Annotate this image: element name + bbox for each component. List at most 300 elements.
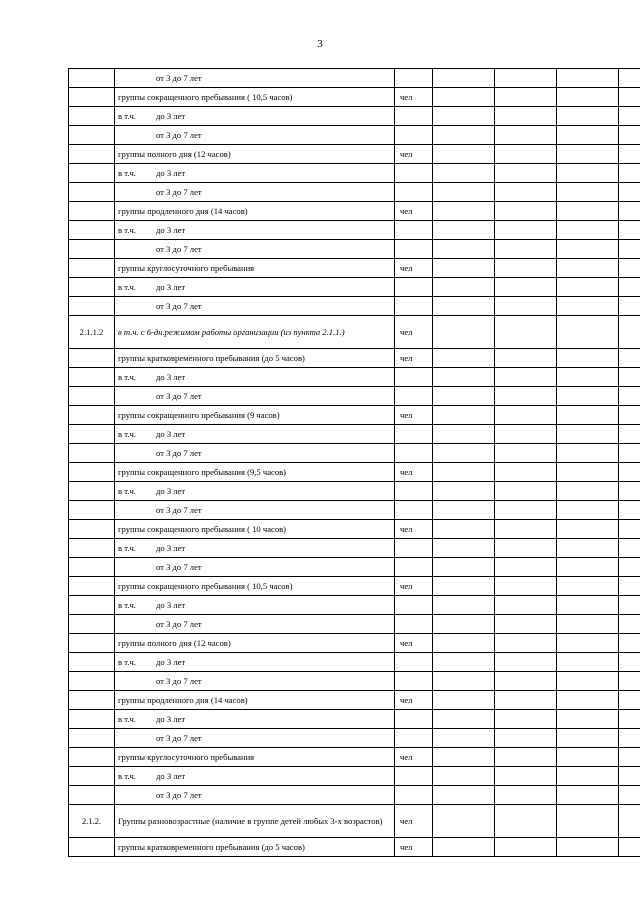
- row-description-cell: [115, 539, 395, 558]
- value-cell: [495, 596, 557, 615]
- value-cell: [433, 316, 495, 349]
- row-description-cell: [115, 297, 395, 316]
- row-description-cell: [115, 444, 395, 463]
- row-code-cell: [69, 691, 115, 710]
- row-unit-cell: [395, 558, 433, 577]
- value-cell: [557, 729, 619, 748]
- row-code-cell: [69, 145, 115, 164]
- value-cell: [619, 691, 640, 710]
- statistics-table: [68, 68, 640, 857]
- value-cell: [433, 183, 495, 202]
- value-cell: [495, 126, 557, 145]
- row-unit-cell: [395, 653, 433, 672]
- row-code-cell: [69, 539, 115, 558]
- value-cell: [619, 145, 640, 164]
- row-code-cell: [69, 368, 115, 387]
- table-row: [69, 558, 640, 577]
- including-label: в т.ч.: [118, 713, 136, 724]
- value-cell: [433, 615, 495, 634]
- row-description-cell: [115, 88, 395, 107]
- row-unit-cell: [395, 297, 433, 316]
- row-description-cell: [115, 387, 395, 406]
- row-unit-cell: [395, 240, 433, 259]
- value-cell: [495, 107, 557, 126]
- row-code-cell: [69, 297, 115, 316]
- row-description-cell: [115, 368, 395, 387]
- row-unit-cell: [395, 164, 433, 183]
- value-cell: [619, 221, 640, 240]
- row-code-cell: [69, 259, 115, 278]
- value-cell: [495, 615, 557, 634]
- group-label: группы полного дня (12 часов): [118, 148, 231, 159]
- value-cell: [433, 126, 495, 145]
- value-cell: [619, 786, 640, 805]
- row-unit-cell: [395, 387, 433, 406]
- value-cell: [495, 501, 557, 520]
- value-cell: [495, 145, 557, 164]
- table-row: [69, 482, 640, 501]
- value-cell: [619, 259, 640, 278]
- value-cell: [495, 202, 557, 221]
- row-code-cell: [69, 672, 115, 691]
- value-cell: [619, 202, 640, 221]
- value-cell: [619, 297, 640, 316]
- row-code-cell: [69, 126, 115, 145]
- age-range-label: от 3 до 7 лет: [156, 390, 202, 401]
- value-cell: [557, 88, 619, 107]
- row-description-cell: [115, 349, 395, 368]
- row-unit-cell: чел: [395, 634, 433, 653]
- table-row: [69, 145, 640, 164]
- row-code-cell: [69, 748, 115, 767]
- value-cell: [619, 126, 640, 145]
- including-label: в т.ч.: [118, 542, 136, 553]
- group-label: группы сокращенного пребывания (9,5 часов): [118, 466, 287, 477]
- value-cell: [619, 672, 640, 691]
- value-cell: [433, 107, 495, 126]
- row-description-cell: [115, 786, 395, 805]
- value-cell: [495, 368, 557, 387]
- row-unit-cell: чел: [395, 88, 433, 107]
- age-range-label: от 3 до 7 лет: [156, 186, 202, 197]
- value-cell: [619, 240, 640, 259]
- value-cell: [495, 463, 557, 482]
- value-cell: [495, 558, 557, 577]
- row-description-cell: [115, 145, 395, 164]
- value-cell: [619, 710, 640, 729]
- row-unit-cell: чел: [395, 838, 433, 857]
- table-row: [69, 615, 640, 634]
- table-row: [69, 444, 640, 463]
- value-cell: [433, 69, 495, 88]
- table-row: [69, 539, 640, 558]
- table-row: [69, 316, 640, 349]
- row-description-cell: [115, 710, 395, 729]
- value-cell: [495, 748, 557, 767]
- table-row: [69, 501, 640, 520]
- value-cell: [557, 596, 619, 615]
- row-code-cell: [69, 88, 115, 107]
- row-unit-cell: чел: [395, 259, 433, 278]
- age-range-label: до 3 лет: [156, 167, 186, 178]
- value-cell: [433, 653, 495, 672]
- value-cell: [557, 368, 619, 387]
- age-range-label: до 3 лет: [156, 110, 186, 121]
- value-cell: [495, 805, 557, 838]
- row-unit-cell: [395, 126, 433, 145]
- table-row: [69, 278, 640, 297]
- value-cell: [433, 691, 495, 710]
- value-cell: [433, 406, 495, 425]
- row-unit-cell: [395, 729, 433, 748]
- value-cell: [619, 767, 640, 786]
- value-cell: [495, 653, 557, 672]
- value-cell: [495, 482, 557, 501]
- value-cell: [433, 463, 495, 482]
- value-cell: [557, 838, 619, 857]
- table-row: [69, 672, 640, 691]
- row-code-cell: [69, 729, 115, 748]
- row-description-cell: [115, 767, 395, 786]
- value-cell: [495, 691, 557, 710]
- age-range-label: до 3 лет: [156, 599, 186, 610]
- value-cell: [495, 786, 557, 805]
- row-code-cell: [69, 596, 115, 615]
- row-code-cell: [69, 653, 115, 672]
- group-label: Группы разновозрастные (наличие в группе детей любых 3-х возрастов): [118, 815, 383, 826]
- row-unit-cell: чел: [395, 349, 433, 368]
- value-cell: [619, 482, 640, 501]
- value-cell: [557, 482, 619, 501]
- age-range-label: от 3 до 7 лет: [156, 300, 202, 311]
- row-code-cell: [69, 183, 115, 202]
- row-code-cell: 2.1.2.: [69, 805, 115, 838]
- row-code-cell: [69, 838, 115, 857]
- table-row: [69, 69, 640, 88]
- row-code-cell: [69, 710, 115, 729]
- value-cell: [557, 69, 619, 88]
- value-cell: [495, 729, 557, 748]
- row-description-cell: [115, 805, 395, 838]
- row-unit-cell: чел: [395, 406, 433, 425]
- value-cell: [495, 634, 557, 653]
- value-cell: [433, 259, 495, 278]
- table-row: [69, 838, 640, 857]
- row-description-cell: [115, 406, 395, 425]
- row-description-cell: [115, 259, 395, 278]
- value-cell: [495, 577, 557, 596]
- value-cell: [433, 558, 495, 577]
- age-range-label: от 3 до 7 лет: [156, 72, 202, 83]
- group-label: в т.ч. с 6-дн.режимом работы организации (из пункта 2.1.1.): [118, 326, 345, 337]
- value-cell: [557, 577, 619, 596]
- row-unit-cell: чел: [395, 202, 433, 221]
- value-cell: [495, 297, 557, 316]
- value-cell: [619, 88, 640, 107]
- row-unit-cell: [395, 672, 433, 691]
- value-cell: [495, 767, 557, 786]
- value-cell: [619, 838, 640, 857]
- table-row: [69, 596, 640, 615]
- age-range-label: от 3 до 7 лет: [156, 675, 202, 686]
- value-cell: [495, 240, 557, 259]
- value-cell: [619, 107, 640, 126]
- row-unit-cell: [395, 710, 433, 729]
- row-code-cell: [69, 444, 115, 463]
- row-unit-cell: [395, 425, 433, 444]
- row-code-cell: [69, 425, 115, 444]
- row-code-cell: [69, 767, 115, 786]
- row-description-cell: [115, 558, 395, 577]
- table-row: [69, 767, 640, 786]
- row-description-cell: [115, 425, 395, 444]
- value-cell: [495, 539, 557, 558]
- age-range-label: от 3 до 7 лет: [156, 447, 202, 458]
- value-cell: [619, 368, 640, 387]
- value-cell: [557, 183, 619, 202]
- table-row: [69, 164, 640, 183]
- including-label: в т.ч.: [118, 599, 136, 610]
- value-cell: [495, 349, 557, 368]
- row-unit-cell: чел: [395, 805, 433, 838]
- value-cell: [557, 615, 619, 634]
- age-range-label: до 3 лет: [156, 281, 186, 292]
- row-description-cell: [115, 107, 395, 126]
- row-code-cell: [69, 107, 115, 126]
- value-cell: [433, 838, 495, 857]
- value-cell: [557, 748, 619, 767]
- age-range-label: до 3 лет: [156, 224, 186, 235]
- value-cell: [495, 88, 557, 107]
- value-cell: [433, 748, 495, 767]
- row-code-cell: [69, 482, 115, 501]
- row-description-cell: [115, 482, 395, 501]
- group-label: группы кратковременного пребывания (до 5 часов): [118, 841, 305, 852]
- value-cell: [433, 482, 495, 501]
- row-code-cell: [69, 501, 115, 520]
- row-code-cell: [69, 278, 115, 297]
- row-description-cell: [115, 221, 395, 240]
- value-cell: [495, 278, 557, 297]
- value-cell: [495, 406, 557, 425]
- including-label: в т.ч.: [118, 371, 136, 382]
- value-cell: [557, 240, 619, 259]
- value-cell: [557, 278, 619, 297]
- row-unit-cell: чел: [395, 145, 433, 164]
- row-unit-cell: чел: [395, 577, 433, 596]
- age-range-label: до 3 лет: [156, 485, 186, 496]
- age-range-label: от 3 до 7 лет: [156, 732, 202, 743]
- age-range-label: от 3 до 7 лет: [156, 504, 202, 515]
- age-range-label: до 3 лет: [156, 770, 186, 781]
- row-unit-cell: [395, 786, 433, 805]
- value-cell: [557, 164, 619, 183]
- table-row: [69, 653, 640, 672]
- value-cell: [619, 558, 640, 577]
- row-description-cell: [115, 316, 395, 349]
- row-unit-cell: чел: [395, 463, 433, 482]
- table-row: [69, 425, 640, 444]
- value-cell: [619, 501, 640, 520]
- value-cell: [557, 805, 619, 838]
- age-range-label: от 3 до 7 лет: [156, 243, 202, 254]
- value-cell: [433, 501, 495, 520]
- value-cell: [495, 221, 557, 240]
- row-unit-cell: [395, 539, 433, 558]
- value-cell: [557, 107, 619, 126]
- age-range-label: до 3 лет: [156, 542, 186, 553]
- group-label: группы сокращенного пребывания ( 10,5 часов): [118, 580, 293, 591]
- including-label: в т.ч.: [118, 485, 136, 496]
- table-row: [69, 710, 640, 729]
- value-cell: [557, 297, 619, 316]
- table-row: [69, 634, 640, 653]
- group-label: группы полного дня (12 часов): [118, 637, 231, 648]
- row-code-cell: [69, 240, 115, 259]
- including-label: в т.ч.: [118, 167, 136, 178]
- value-cell: [619, 69, 640, 88]
- row-code-cell: [69, 202, 115, 221]
- row-description-cell: [115, 126, 395, 145]
- value-cell: [619, 805, 640, 838]
- row-description-cell: [115, 615, 395, 634]
- value-cell: [433, 425, 495, 444]
- row-unit-cell: [395, 278, 433, 297]
- age-range-label: от 3 до 7 лет: [156, 789, 202, 800]
- page-number: 3: [317, 38, 323, 50]
- row-unit-cell: чел: [395, 748, 433, 767]
- value-cell: [433, 240, 495, 259]
- value-cell: [495, 387, 557, 406]
- value-cell: [495, 672, 557, 691]
- row-description-cell: [115, 577, 395, 596]
- table-row: [69, 786, 640, 805]
- including-label: в т.ч.: [118, 656, 136, 667]
- value-cell: [433, 767, 495, 786]
- value-cell: [433, 164, 495, 183]
- value-cell: [495, 838, 557, 857]
- value-cell: [433, 672, 495, 691]
- value-cell: [495, 259, 557, 278]
- value-cell: [433, 786, 495, 805]
- value-cell: [495, 69, 557, 88]
- age-range-label: от 3 до 7 лет: [156, 129, 202, 140]
- age-range-label: до 3 лет: [156, 656, 186, 667]
- row-code-cell: [69, 349, 115, 368]
- row-description-cell: [115, 729, 395, 748]
- row-code-cell: [69, 69, 115, 88]
- value-cell: [557, 634, 619, 653]
- row-description-cell: [115, 634, 395, 653]
- value-cell: [619, 520, 640, 539]
- value-cell: [495, 444, 557, 463]
- table-row: [69, 577, 640, 596]
- table-row: [69, 805, 640, 838]
- row-unit-cell: [395, 107, 433, 126]
- value-cell: [433, 368, 495, 387]
- table-row: [69, 240, 640, 259]
- including-label: в т.ч.: [118, 428, 136, 439]
- row-description-cell: [115, 520, 395, 539]
- table-row: [69, 107, 640, 126]
- value-cell: [619, 425, 640, 444]
- value-cell: [619, 615, 640, 634]
- table-row: [69, 221, 640, 240]
- value-cell: [619, 653, 640, 672]
- group-label: группы сокращенного пребывания ( 10,5 часов): [118, 91, 293, 102]
- value-cell: [619, 278, 640, 297]
- value-cell: [557, 259, 619, 278]
- age-range-label: до 3 лет: [156, 371, 186, 382]
- value-cell: [557, 387, 619, 406]
- value-cell: [619, 406, 640, 425]
- group-label: группы круглосуточного пребывания: [118, 751, 255, 762]
- table-row: [69, 691, 640, 710]
- value-cell: [433, 520, 495, 539]
- including-label: в т.ч.: [118, 224, 136, 235]
- row-description-cell: [115, 202, 395, 221]
- row-code-cell: [69, 786, 115, 805]
- value-cell: [433, 278, 495, 297]
- row-description-cell: [115, 463, 395, 482]
- including-label: в т.ч.: [118, 281, 136, 292]
- value-cell: [619, 577, 640, 596]
- table-row: [69, 748, 640, 767]
- table-row: [69, 387, 640, 406]
- row-unit-cell: чел: [395, 520, 433, 539]
- row-code-cell: [69, 520, 115, 539]
- value-cell: [557, 316, 619, 349]
- value-cell: [619, 748, 640, 767]
- value-cell: [557, 653, 619, 672]
- group-label: группы сокращенного пребывания (9 часов): [118, 409, 280, 420]
- table-row: [69, 520, 640, 539]
- value-cell: [619, 729, 640, 748]
- value-cell: [557, 539, 619, 558]
- value-cell: [433, 577, 495, 596]
- value-cell: [433, 387, 495, 406]
- table-row: [69, 202, 640, 221]
- value-cell: [557, 425, 619, 444]
- table-row: [69, 368, 640, 387]
- table-row: [69, 349, 640, 368]
- value-cell: [557, 672, 619, 691]
- row-description-cell: [115, 672, 395, 691]
- value-cell: [557, 767, 619, 786]
- value-cell: [433, 202, 495, 221]
- table-row: [69, 126, 640, 145]
- value-cell: [557, 463, 619, 482]
- row-description-cell: [115, 501, 395, 520]
- row-code-cell: [69, 634, 115, 653]
- row-description-cell: [115, 278, 395, 297]
- value-cell: [433, 805, 495, 838]
- value-cell: [619, 444, 640, 463]
- value-cell: [619, 634, 640, 653]
- row-code-cell: [69, 558, 115, 577]
- including-label: в т.ч.: [118, 110, 136, 121]
- value-cell: [433, 349, 495, 368]
- row-unit-cell: [395, 596, 433, 615]
- row-description-cell: [115, 164, 395, 183]
- row-unit-cell: [395, 183, 433, 202]
- group-label: группы круглосуточного пребывания: [118, 262, 255, 273]
- row-unit-cell: чел: [395, 316, 433, 349]
- value-cell: [619, 183, 640, 202]
- value-cell: [495, 183, 557, 202]
- table-row: [69, 463, 640, 482]
- value-cell: [433, 88, 495, 107]
